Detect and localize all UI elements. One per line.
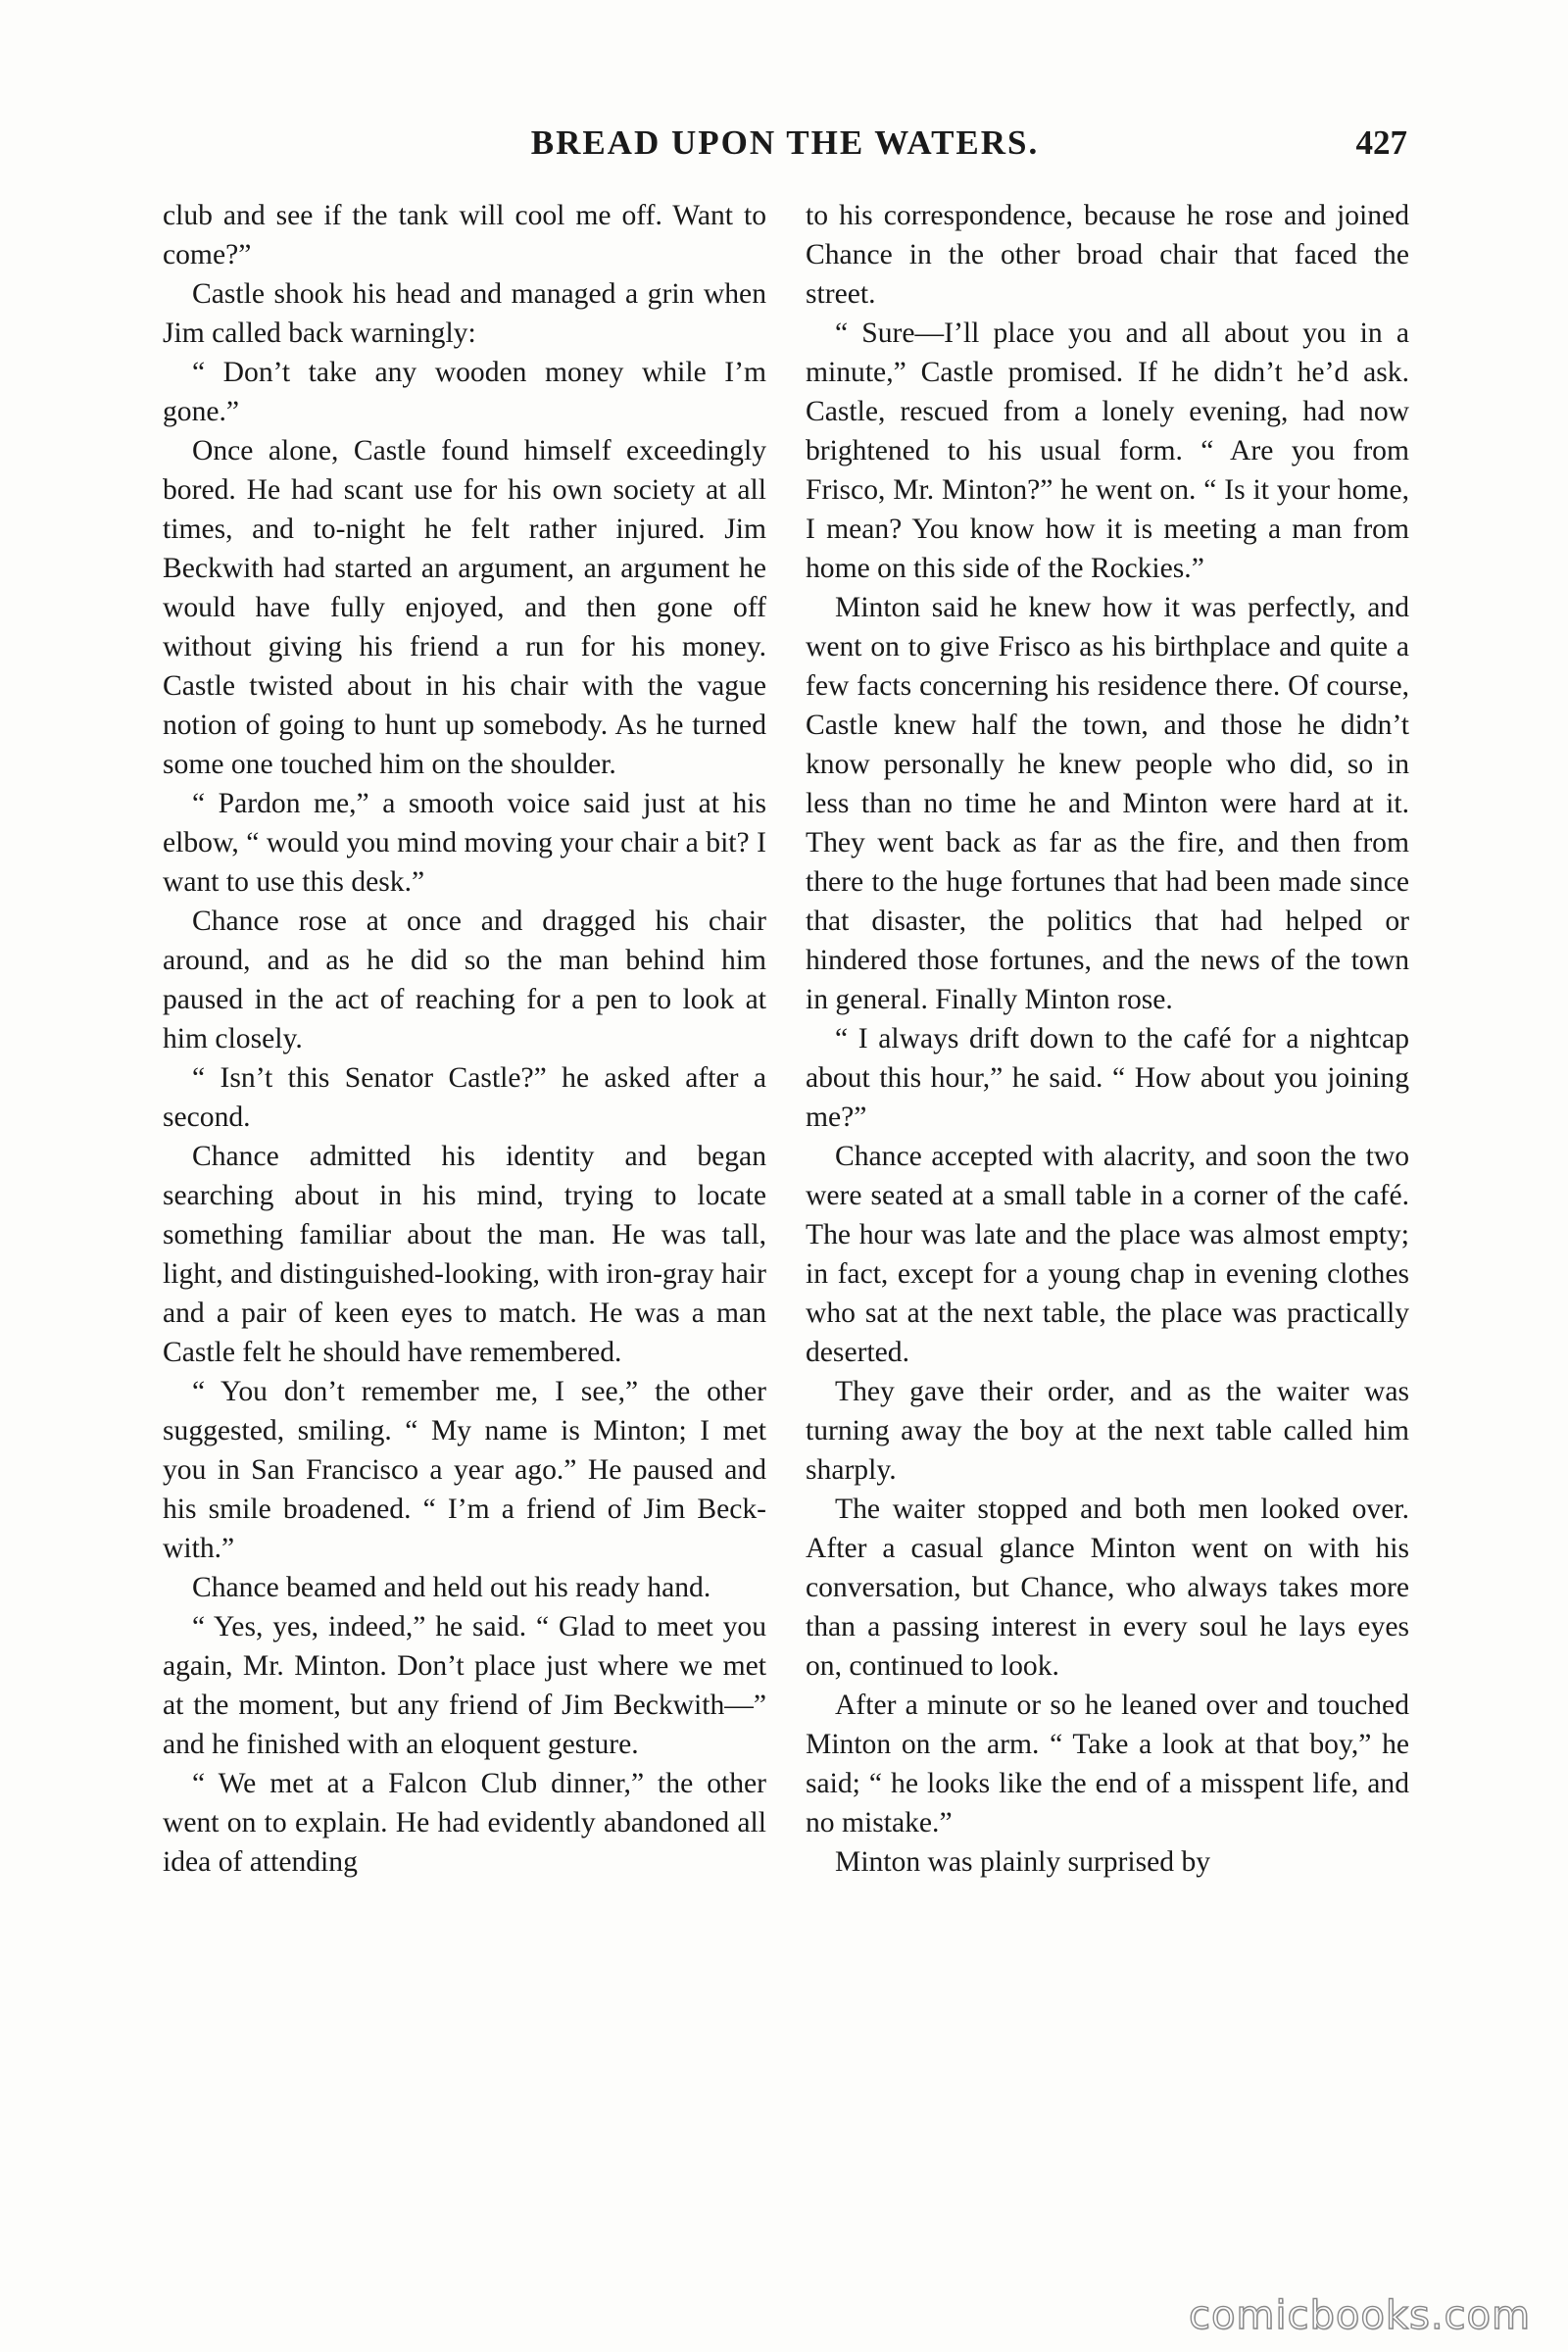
paragraph: “ You don’t remember me, I see,” the other suggested, smiling. “ My name is Minton; I met you in San Francisco a year ago.” He paused and his smile broadened. “ I’m a friend of Jim Beckwith.” [163, 1376, 766, 1564]
left-column [163, 196, 766, 1882]
paragraph: After a minute or so he leaned over and touched Minton on the arm. “ Take a look at that boy,” he said; “ he looks like the end of a misspent life, and no mistake.” [806, 1690, 1409, 1838]
paragraph: “ Pardon me,” a smooth voice said just at his elbow, “ would you mind moving your chair a bit? I want to use this desk.” [163, 788, 766, 898]
running-title: BREAD UPON THE WATERS. [530, 123, 1040, 162]
paragraph: Chance admitted his identity and began searching about in his mind, trying to locate something familiar about the man. He was tall, light, and distinguished-looking, with iron-gray hair and a pair of keen eyes to match. He was a man Castle felt he should have remembered. [163, 1141, 766, 1368]
right-column [806, 196, 1409, 1882]
paragraph: “ We met at a Falcon Club dinner,” the other went on to explain. He had evidently abandoned all idea of attending [163, 1768, 766, 1878]
paragraph: Once alone, Castle found himself exceedingly bored. He had scant use for his own society at all times, and to-night he felt rather injured. Jim Beckwith had started an argument, an argument he would have fully enjoyed, and then gone off without giving his friend a run for his money. Castle twisted about in his chair with the vague notion of going to hunt up somebody. As he turned some one touched him on the shoulder. [163, 435, 766, 780]
paragraph: “ Don’t take any wooden money while I’m gone.” [163, 357, 766, 427]
paragraph: “ Sure—I’ll place you and all about you in a minute,” Castle promised. If he didn’t he’d ask. Castle, rescued from a lonely evening, had now brightened to his usual form. “ Are you from Frisco, Mr. Minton?” he went on. “ Is it your home, I mean? You know how it is meeting a man from home on this side of the Rockies.” [806, 318, 1409, 584]
paragraph: The waiter stopped and both men looked over. After a casual glance Minton went on with his conversation, but Chance, who always takes more than a passing interest in every soul he lays eyes on, continued to look. [806, 1494, 1409, 1682]
paragraph: club and see if the tank will cool me off. Want to come?” [163, 200, 766, 270]
paragraph: They gave their order, and as the waiter was turning away the boy at the next table called him sharply. [806, 1376, 1409, 1486]
paragraph: Chance rose at once and dragged his chair around, and as he did so the man behind him paused in the act of reaching for a pen to look at him closely. [163, 906, 766, 1054]
page-number: 427 [1355, 123, 1407, 162]
paragraph: “ I always drift down to the café for a nightcap about this hour,” he said. “ How about you joining me?” [806, 1023, 1409, 1133]
paragraph: to his correspondence, because he rose and joined Chance in the other broad chair that faced the street. [806, 200, 1409, 310]
paragraph: “ Isn’t this Senator Castle?” he asked after a second. [163, 1062, 766, 1133]
paragraph: “ Yes, yes, indeed,” he said. “ Glad to meet you again, Mr. Minton. Don’t place just where we met at the moment, but any friend of Jim Beckwith—” and he finished with an eloquent gesture. [163, 1611, 766, 1760]
paragraph: Chance accepted with alacrity, and soon the two were seated at a small table in a corner of the café. The hour was late and the place was almost empty; in fact, except for a young chap in evening clothes who sat at the next table, the place was practically deserted. [806, 1141, 1409, 1368]
paragraph: Minton said he knew how it was perfectly, and went on to give Frisco as his birthplace and quite a few facts concerning his residence there. Of course, Castle knew half the town, and those he didn’t know personally he knew people who did, so in less than no time he and Minton were hard at it. They went back as far as the fire, and then from there to the huge fortunes that had been made since that disaster, the politics that had helped or hindered those fortunes, and the news of the town in general. Finally Minton rose. [806, 592, 1409, 1015]
paragraph: Minton was plainly surprised by [835, 1846, 1211, 1878]
paragraph: Chance beamed and held out his ready hand. [192, 1572, 711, 1603]
page-header [163, 123, 1407, 169]
watermark-logo: comicbooks.com [1188, 2293, 1531, 2338]
paragraph: Castle shook his head and managed a grin when Jim called back warningly: [163, 278, 766, 349]
